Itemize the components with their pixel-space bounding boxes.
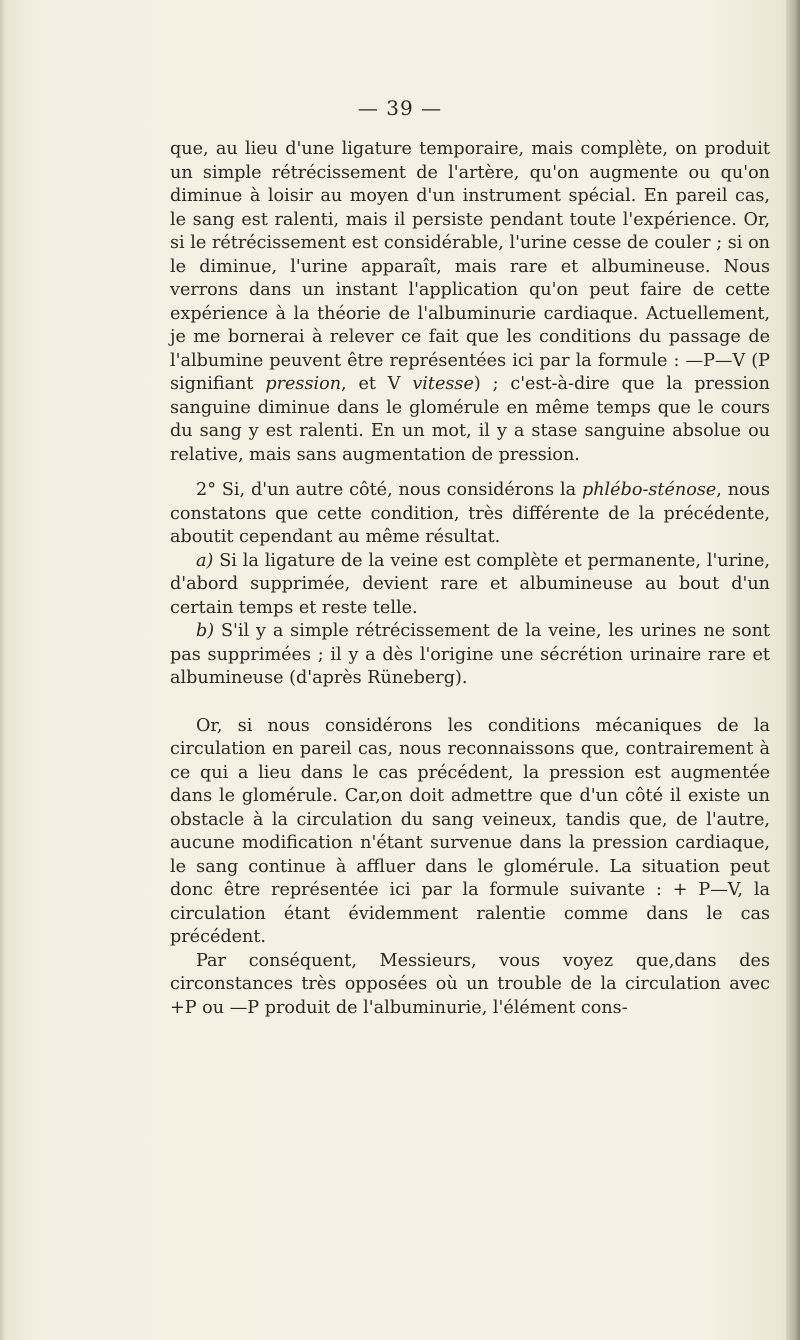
body-text xyxy=(170,138,770,1020)
italic-pression: pression xyxy=(265,374,342,394)
item-label-b: b) xyxy=(196,621,215,641)
paragraph-1 xyxy=(170,138,770,467)
paragraph-3-text: Si la ligature de la veine est complète et permanente, l'urine, d'abord supprimée, devient rare et albumineuse au bout d'un certain temps et reste telle. xyxy=(170,550,770,618)
paragraph-4-text: S'il y a simple rétrécissement de la veine, les urines ne sont pas supprimées ; il y a dès l'origine une sécrétion urinaire rare et albumineuse (d'après Rüneberg). xyxy=(170,621,770,688)
italic-vitesse: vitesse xyxy=(412,374,474,394)
paragraph-2 xyxy=(170,479,770,550)
paragraph-2-text: 2° Si, d'un autre côté, nous considérons la xyxy=(196,480,582,500)
page-left-edge xyxy=(0,0,6,1340)
paragraph-3 xyxy=(170,550,770,621)
italic-phlebo-stenose: phlébo-sténose xyxy=(581,480,717,500)
page-number: — 39 — xyxy=(357,96,443,120)
paragraph-2-end: , nous constatons que cette condition, très différente de la précédente, aboutit cependant au même résultat. xyxy=(170,480,770,547)
paragraph-1-text: que, au lieu d'une ligature temporaire, mais complète, on produit un simple rétrécissement de l'artère, qu'on augmente ou qu'on diminue à loisir au moyen d'un instrument spécial. En pareil cas, le sang est ralenti, mais il persiste pendant toute l'expérience. Or, si le rétrécissement est considérable, l'urine cesse de couler ; si on le diminue, l'urine apparaît, mais rare et albumineuse. Nous verrons dans un instant l'application qu'on peut faire de cette expérience à la théorie de l'albuminurie cardiaque. Actuellement, je me bornerai à relever ce fait que les conditions du passage de l'albumine peuvent être représentées ici par la formule : —P—V (P signifiant xyxy=(170,139,770,394)
paragraph-5: Or, si nous considérons les conditions mécaniques de la circulation en pareil cas, nous reconnaissons que, contrairement à ce qui a lieu dans le cas précédent, la pression est augmentée dans le glomérule. Car,on doit admettre que d'un côté il existe un obstacle à la circulation du sang veineux, tandis que, de l'autre, aucune modification n'étant survenue dans la pression cardiaque, le sang continue à affluer dans le glomérule. La situation peut donc être représentée ici par la formule suivante : + P—V, la circulation étant évidemment ralentie comme dans le cas précédent. xyxy=(170,715,770,947)
paragraph-4 xyxy=(170,620,770,691)
paragraph-1-end: ) ; c'est-à-dire que la pression sanguine diminue dans le glomérule en même temps que le cours du sang y est ralenti. En un mot, il y a stase sanguine absolue ou relative, mais sans augmentation de pression. xyxy=(170,374,770,465)
paragraph-1-mid: , et V xyxy=(341,374,413,394)
paragraph-6: Par conséquent, Messieurs, vous voyez que,dans des circonstances très opposées où un trouble de la circulation avec +P ou —P produit de l'albuminurie, l'élément cons- xyxy=(170,950,770,1018)
item-label-a: a) xyxy=(196,550,214,571)
page-right-edge xyxy=(786,0,800,1340)
